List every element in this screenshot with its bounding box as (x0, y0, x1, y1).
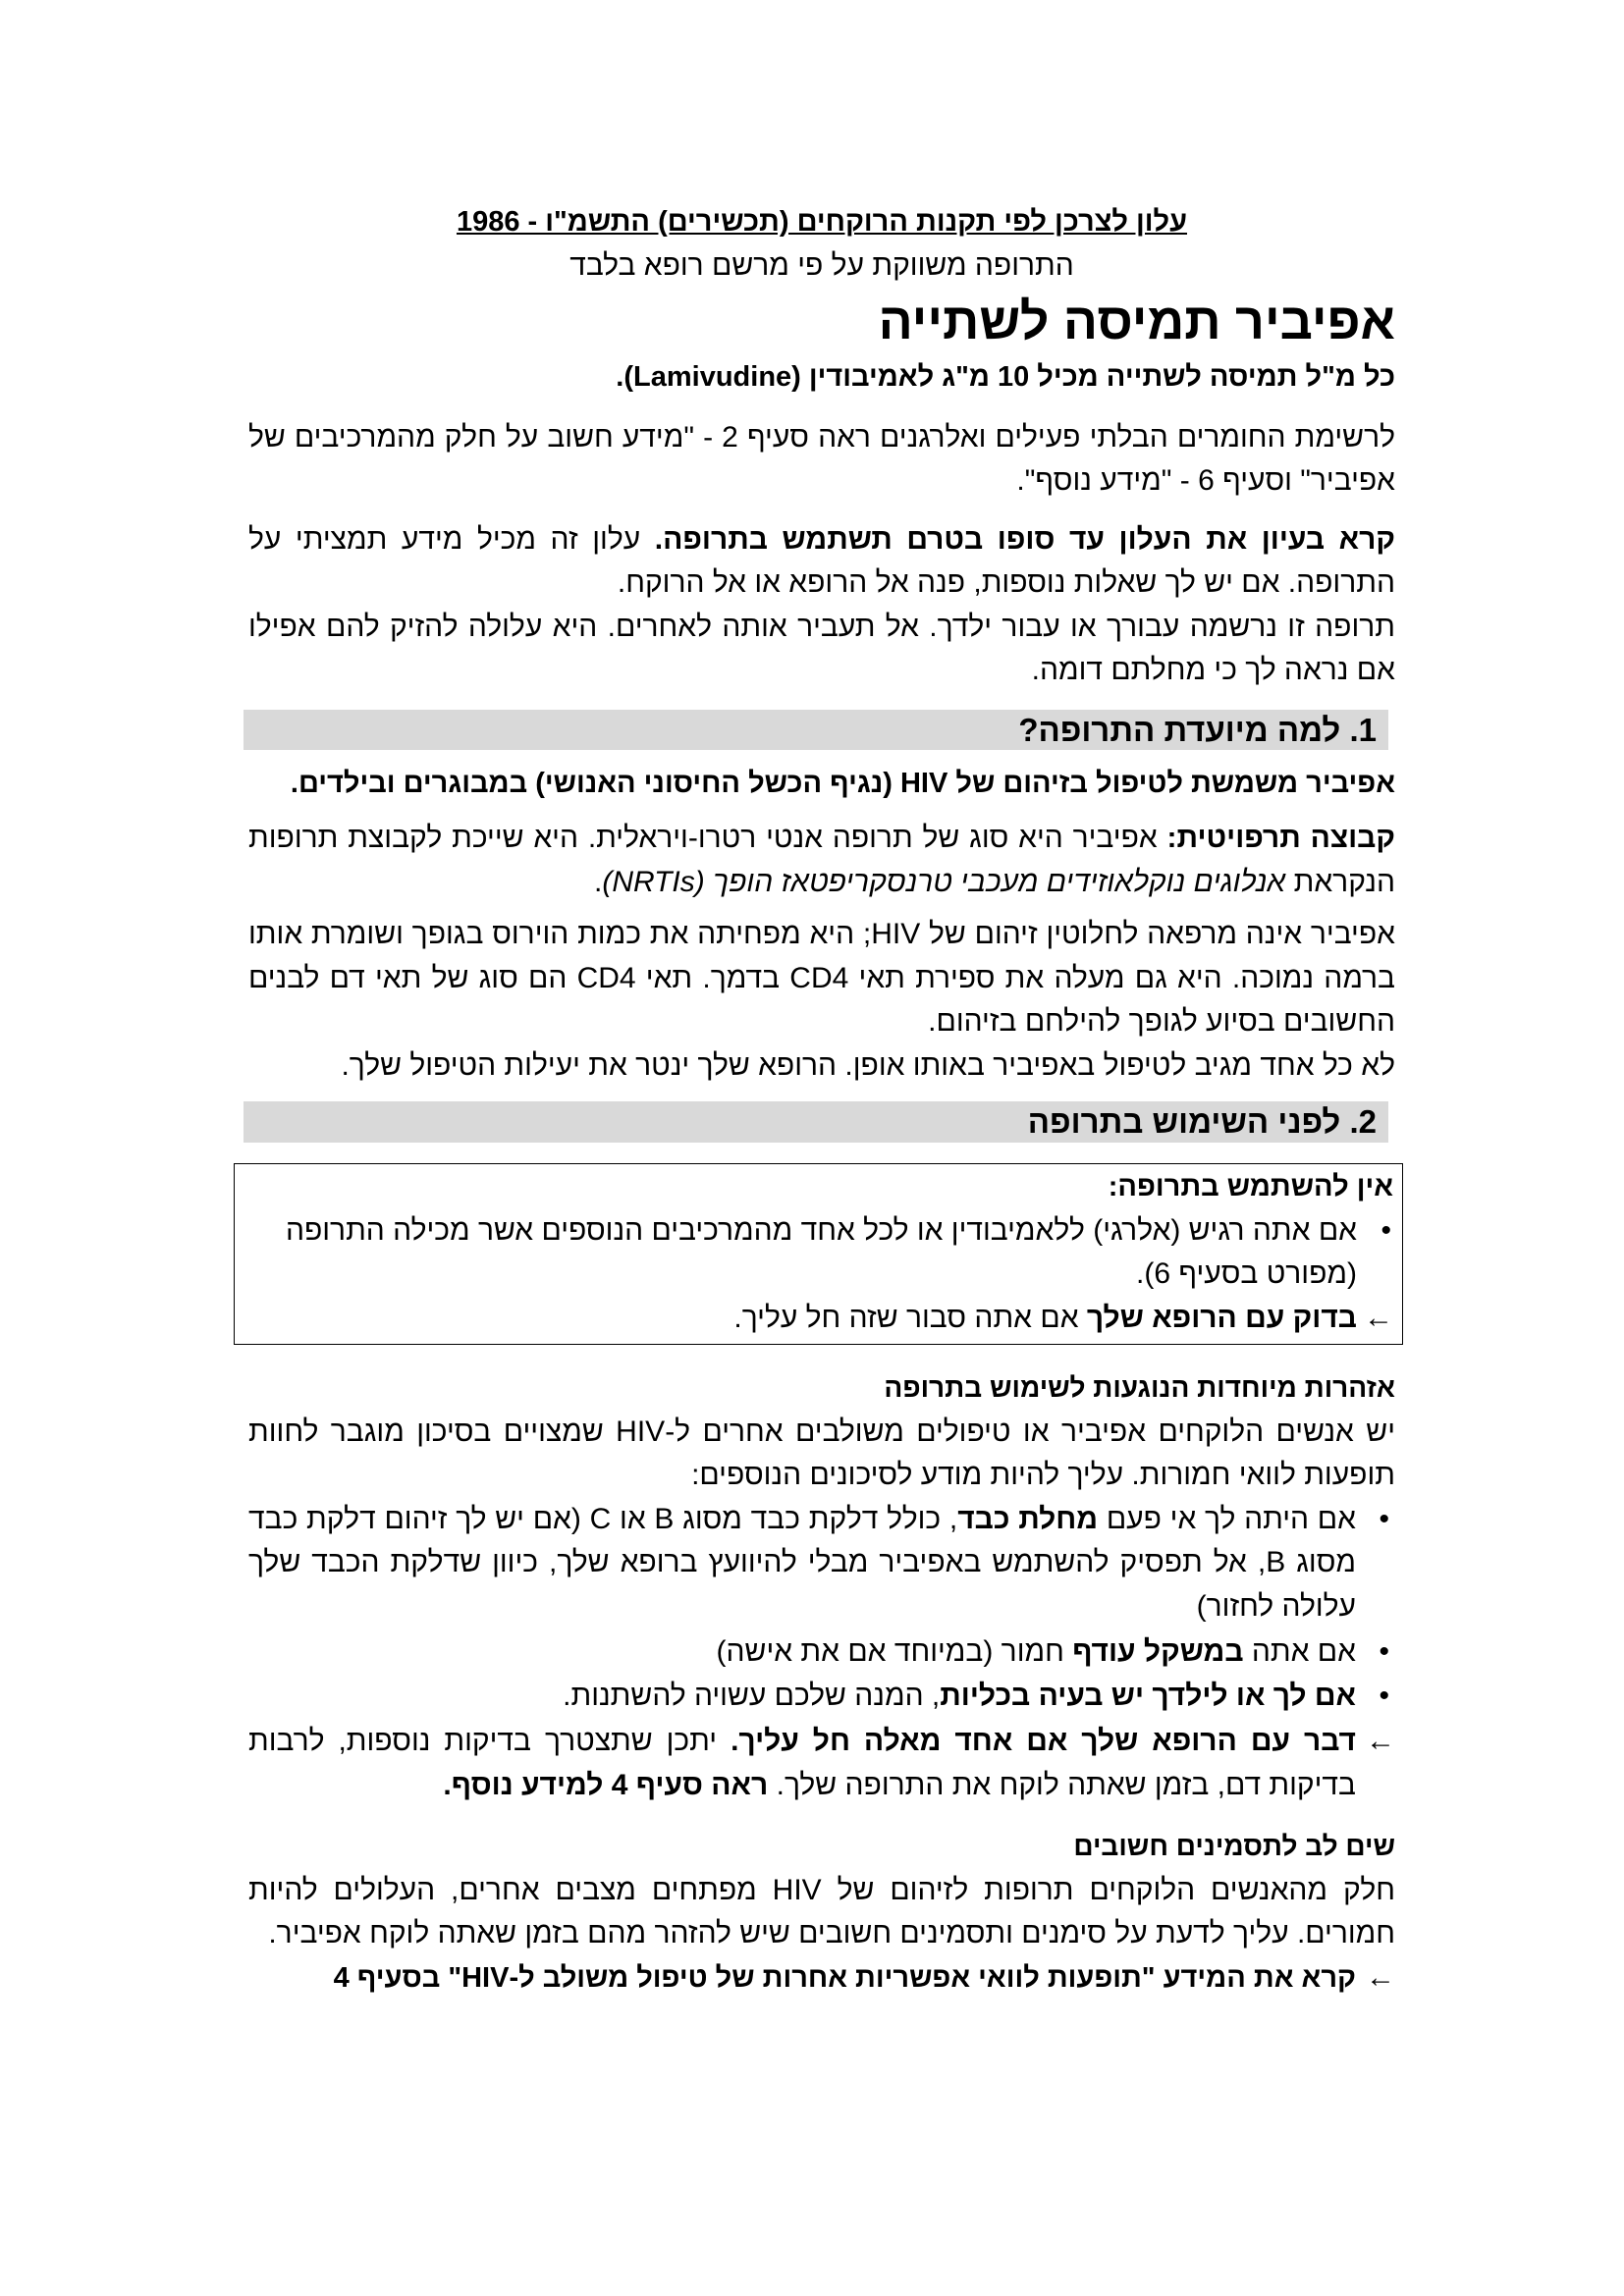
therapeutic-class-name: אנלוגים נוקלאוזידים מעכבי טרנסקריפטאז הופך (NRTIs) (602, 865, 1286, 898)
special-warnings-intro: יש אנשים הלוקחים אפיביר או טיפולים משולבים אחרים ל-HIV שמצויים בסיכון מוגבר לחוות תופעות לוואי חמורות. עליך להיות מודע לסיכונים הנוספים: (248, 1415, 1395, 1491)
contraindication-text: אם אתה רגיש (אלרגי) ללאמיבודין או לכל אחד מהמרכיבים הנוספים אשר מכילה התרופה (מפורט בסעיף 6). (285, 1213, 1357, 1290)
arrow-left-icon: ← (1366, 1960, 1395, 1994)
warning-item-kidney (248, 1675, 1395, 1719)
check-with-doctor-emphasis: בדוק עם הרופא שלך (1086, 1301, 1357, 1334)
contraindications-title: אין להשתמש בתרופה: (1108, 1171, 1393, 1202)
important-symptoms-text: חלק מהאנשים הלוקחים תרופות לזיהום של HIV מפתחים מצבים אחרים, העלולים להיות חמורים. עליך לדעת על סימנים ותסמינים חשובים שיש להזהר מהם בזמן שאתה לוקח אפיביר. (248, 1873, 1395, 1949)
see-section-4-reference: ראה סעיף 4 למידע נוסף. (443, 1768, 769, 1801)
section-1-heading: 1. למה מיועדת התרופה? (244, 710, 1388, 750)
arrow-left-icon: ← (1366, 1725, 1395, 1757)
indication-statement: אפיביר משמשת לטיפול בזיהום של HIV (נגיף הכשל החיסוני האנושי) במבוגרים ובילדים. (290, 767, 1395, 799)
special-warnings-action-text (248, 1720, 1356, 1807)
bullet-marker: • (1379, 1502, 1389, 1535)
warning-item-pre: אם אתה (1243, 1635, 1356, 1668)
warning-item-text (248, 1675, 1356, 1719)
product-name: אפיביר תמיסה לשתייה (878, 294, 1395, 350)
warning-item-emphasis: במשקל עודף (1072, 1635, 1244, 1668)
not-a-cure-paragraph: אפיביר אינה מרפאה לחלוטין זיהום של HIV; היא מפחיתה את כמות הוירוס בגופך ושומרת אותו ברמה נמוכה. היא גם מעלה את ספירת תאי CD4 בדמך. תאי CD4 הם סוג של תאי דם לבנים החשובים בסיוע לגופך להילחם בזיהום. (248, 918, 1396, 1038)
contraindication-item (254, 1209, 1393, 1297)
talk-to-doctor-emphasis: דבר עם הרופא שלך אם אחד מאלה חל עליך. (731, 1725, 1356, 1757)
product-composition: כל מ"ל תמיסה לשתייה מכיל 10 מ"ג לאמיבודין (Lamivudine). (616, 361, 1395, 393)
warning-item-post: , המנה שלכם עשויה להשתנות. (563, 1679, 941, 1712)
warning-item-emphasis: מחלת כבד (957, 1502, 1099, 1535)
bullet-marker: • (1379, 1635, 1389, 1668)
read-section-4-note: קרא את המידע "תופעות לוואי אפשריות אחרות של טיפול משולב ל-HIV" בסעיף 4 (333, 1961, 1356, 1994)
check-with-doctor-text: אם אתה סבור שזה חל עליך. (733, 1301, 1087, 1334)
important-symptoms-title: שים לב לתסמינים חשובים (1073, 1831, 1395, 1861)
warning-item-text (248, 1498, 1356, 1629)
inactive-ingredients-note: לרשימת החומרים הבלתי פעילים ואלרגנים ראה סעיף 2 - "מידע חשוב על חלק מהמרכיבים של אפיביר" וסעיף 6 - "מידע נוסף". (248, 420, 1396, 497)
contraindications-box (234, 1163, 1403, 1345)
special-warnings-action (248, 1720, 1395, 1807)
section-2-heading: 2. לפני השימוש בתרופה (244, 1101, 1388, 1143)
warning-item-pre: אם היתה לך אי פעם (1098, 1502, 1356, 1535)
prescription-notice: התרופה משווקת על פי מרשם רופא בלבד (569, 248, 1074, 282)
bullet-marker: • (1380, 1213, 1391, 1247)
regulation-header: עלון לצרכן לפי תקנות הרוקחים (תכשירים) התשמ"ו - 1986 (456, 206, 1188, 238)
contraindication-action (254, 1297, 1393, 1341)
bullet-marker: • (1379, 1679, 1389, 1712)
special-warnings-title: אזהרות מיוחדות הנוגעות לשימוש בתרופה (884, 1372, 1395, 1403)
read-leaflet-text: עלון זה מכיל מידע תמציתי על התרופה. אם יש לך שאלות נוספות, פנה אל הרופא או אל הרוקח. (248, 522, 1395, 599)
warning-item-text (248, 1630, 1356, 1675)
read-leaflet-notice (248, 518, 1395, 606)
contraindication-action-text (254, 1297, 1357, 1341)
warning-item-emphasis: אם לך או לילדך יש בעיה בכליות (940, 1679, 1356, 1712)
therapeutic-group-text: אפיביר היא סוג של תרופה אנטי רטרו-ויראלית. היא שייכת לקבוצת תרופות הנקראת (248, 822, 1395, 898)
arrow-left-icon: ← (1364, 1301, 1393, 1334)
do-not-share-notice: תרופה זו נרשמה עבורך או עבור ילדך. אל תעביר אותה לאחרים. היא עלולה להזיק להם אפילו אם נראה לך כי מחלתם דומה. (248, 610, 1395, 686)
therapeutic-group (248, 817, 1395, 904)
talk-to-doctor-text: יתכן שתצטרך בדיקות נוספות, לרבות בדיקות דם, בזמן שאתה לוקח את התרופה שלך. (248, 1725, 1356, 1801)
warning-item-post: , כולל דלקת כבד מסוג B או C (אם יש לך זיהום דלקת כבד מסוג B, אל תפסיק להשתמש באפיביר מבלי להיוועץ ברופא שלך, כיוון שדלקת הכבד שלך עלולה לחזור) (248, 1502, 1356, 1623)
therapeutic-group-label: קבוצה תרפויטית: (1166, 822, 1395, 854)
read-leaflet-emphasis: קרא בעיון את העלון עד סופו בטרם תשתמש בתרופה. (654, 522, 1395, 556)
therapeutic-group-end: . (593, 865, 603, 898)
important-symptoms-action (248, 1956, 1395, 2001)
response-varies-paragraph: לא כל אחד מגיב לטיפול באפיביר באותו אופן. הרופא שלך ינטר את יעילות הטיפול שלך. (341, 1048, 1395, 1082)
warning-item-post: חמור (במיוחד אם את אישה) (716, 1635, 1073, 1668)
warning-item-weight (248, 1630, 1395, 1675)
warning-item-liver (248, 1498, 1395, 1629)
